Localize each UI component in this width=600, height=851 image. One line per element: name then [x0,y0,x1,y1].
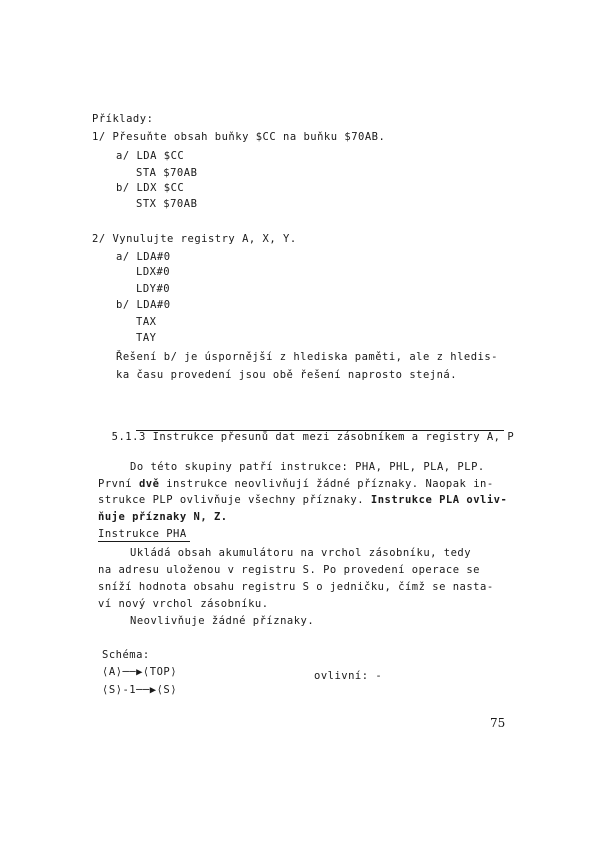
task-2: 2/ Vynulujte registry A, X, Y. [92,233,297,245]
pha-body-line: ví nový vrchol zásobníku. [98,598,269,610]
code-line: LDX#0 [136,266,171,278]
schema-line: ⟨A⟩──▶⟨TOP⟩ [102,666,178,678]
intro-line: strukce PLP ovlivňuje všechny příznaky. Instrukce PLA ovliv- [98,494,508,506]
code-line: STA $70AB [136,167,198,179]
code-line: TAY [136,332,157,344]
code-line: TAX [136,316,157,328]
pha-body-line: sníží hodnota obsahu registru S o jedničku, čímž se nasta- [98,581,494,593]
pha-body-line: Ukládá obsah akumulátoru na vrchol zásobníku, tedy [130,547,472,559]
pha-body-line: na adresu uloženou v registru S. Po provedení operace se [98,564,481,576]
intro-line: První dvě instrukce neovlivňují žádné příznaky. Naopak in- [98,478,494,490]
note-line: Řešení b/ je úspornější z hlediska paměti, ale z hledis- [116,351,499,363]
note-line: ka času provedení jsou obě řešení naprosto stejná. [116,369,458,381]
code-line: STX $70AB [136,198,198,210]
affects: ovlivní: - [314,670,383,682]
task-1: 1/ Přesuňte obsah buňky $CC na buňku $70AB. [92,131,386,143]
section-number: 5.1.3 [111,431,146,443]
pha-heading: Instrukce PHA [98,528,187,540]
schema-line: ⟨S⟩-1──▶⟨S⟩ [102,684,178,696]
intro-line: ňuje příznaky N, Z. [98,511,228,523]
code-line: b/ LDX $CC [116,182,185,194]
page-number: 75 [490,716,506,730]
code-line: LDY#0 [136,283,171,295]
code-line: a/ LDA#0 [116,251,171,263]
examples-heading: Příklady: [92,113,154,125]
pha-underline [98,541,190,542]
schema-label: Schéma: [102,649,150,661]
code-line: a/ LDA $CC [116,150,185,162]
code-line: b/ LDA#0 [116,299,171,311]
section-title: Instrukce přesunů dat mezi zásobníkem a registry A, P [152,431,515,443]
intro-line: Do této skupiny patří instrukce: PHA, PHL, PLA, PLP. [130,461,485,473]
section-underline [136,430,504,431]
pha-flags: Neovlivňuje žádné příznaky. [130,615,315,627]
